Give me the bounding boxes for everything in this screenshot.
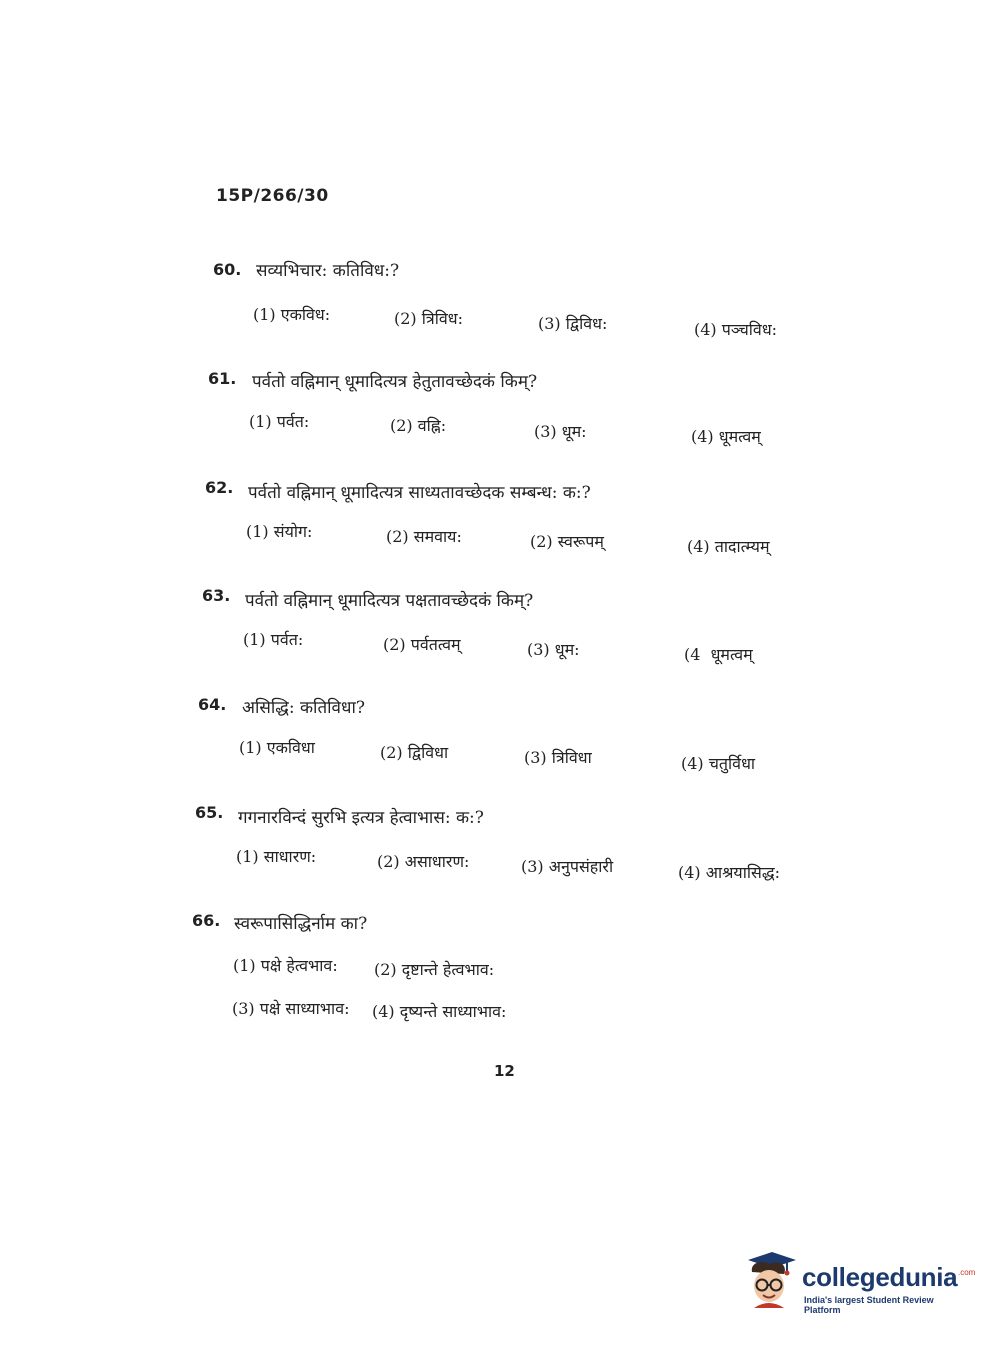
option-4: (4) आश्रयासिद्ध:: [678, 863, 780, 882]
question-number: 65.: [195, 803, 224, 822]
question-text: गगनारविन्दं सुरभि इत्यत्र हेत्वाभास: क:?: [238, 808, 484, 828]
option-3: (3) धूम:: [534, 422, 587, 441]
option-3: (3) अनुपसंहारी: [521, 857, 614, 876]
option-4: (4) तादात्म्यम्: [687, 537, 770, 556]
option-1: (1) पर्वत:: [249, 412, 310, 431]
question-text: पर्वतो वह्निमान् धूमादित्यत्र साध्यतावच्छेदक सम्बन्ध: क:?: [248, 483, 591, 503]
option-4: (4) धूमत्वम्: [691, 427, 761, 446]
collegedunia-logo: [742, 1248, 976, 1318]
option-1: (1) पक्षे हेत्वभाव:: [233, 956, 338, 975]
option-1: (1) पर्वत:: [243, 630, 304, 649]
mascot-icon: [742, 1248, 798, 1310]
option-2: (2) त्रिविध:: [394, 309, 463, 328]
paper-code: 15P/266/30: [216, 186, 329, 206]
logo-name: collegedunia: [802, 1262, 958, 1292]
option-4: (4) चतुर्विधा: [681, 754, 756, 773]
option-1: (1) संयोग:: [246, 522, 313, 541]
question-number: 63.: [202, 586, 231, 605]
option-3: (3) पक्षे साध्याभाव:: [232, 999, 350, 1018]
option-2: (2) दृष्टान्ते हेत्वभाव:: [374, 960, 495, 979]
option-3: (3) धूम:: [527, 640, 580, 659]
logo-suffix: .com: [958, 1268, 976, 1277]
option-2: (2) असाधारण:: [377, 852, 470, 871]
question-number: 60.: [213, 260, 242, 279]
question-number: 61.: [208, 369, 237, 388]
option-3: (3) त्रिविधा: [524, 748, 592, 767]
option-4: (4 धूमत्वम्: [684, 645, 753, 664]
option-1: (1) एकविधा: [239, 738, 315, 757]
question-number: 62.: [205, 478, 234, 497]
logo-tagline: India's largest Student Review Platform: [804, 1295, 934, 1315]
question-text: पर्वतो वह्निमान् धूमादित्यत्र हेतुतावच्छेदकं किम्?: [252, 372, 538, 392]
option-3: (3) द्विविध:: [538, 314, 608, 333]
option-4: (4) दृष्यन्ते साध्याभाव:: [372, 1002, 507, 1021]
option-2: (2) समवाय:: [386, 527, 462, 546]
question-text: असिद्धि: कतिविधा?: [242, 698, 365, 718]
page-number: 12: [494, 1062, 515, 1080]
question-number: 66.: [192, 911, 221, 930]
question-text: स्वरूपासिद्धिर्नाम का?: [234, 914, 368, 934]
option-1: (1) एकविध:: [253, 305, 331, 324]
option-2: (2) द्विविधा: [380, 743, 449, 762]
question-text: पर्वतो वह्निमान् धूमादित्यत्र पक्षतावच्छेदकं किम्?: [245, 591, 534, 611]
question-text: सव्यभिचार: कतिविध:?: [256, 261, 400, 281]
option-3: (2) स्वरूपम्: [530, 532, 604, 551]
option-2: (2) वह्नि:: [390, 416, 447, 435]
option-2: (2) पर्वतत्वम्: [383, 635, 461, 654]
option-1: (1) साधारण:: [236, 847, 317, 866]
question-number: 64.: [198, 695, 227, 714]
option-4: (4) पञ्चविध:: [694, 320, 778, 339]
